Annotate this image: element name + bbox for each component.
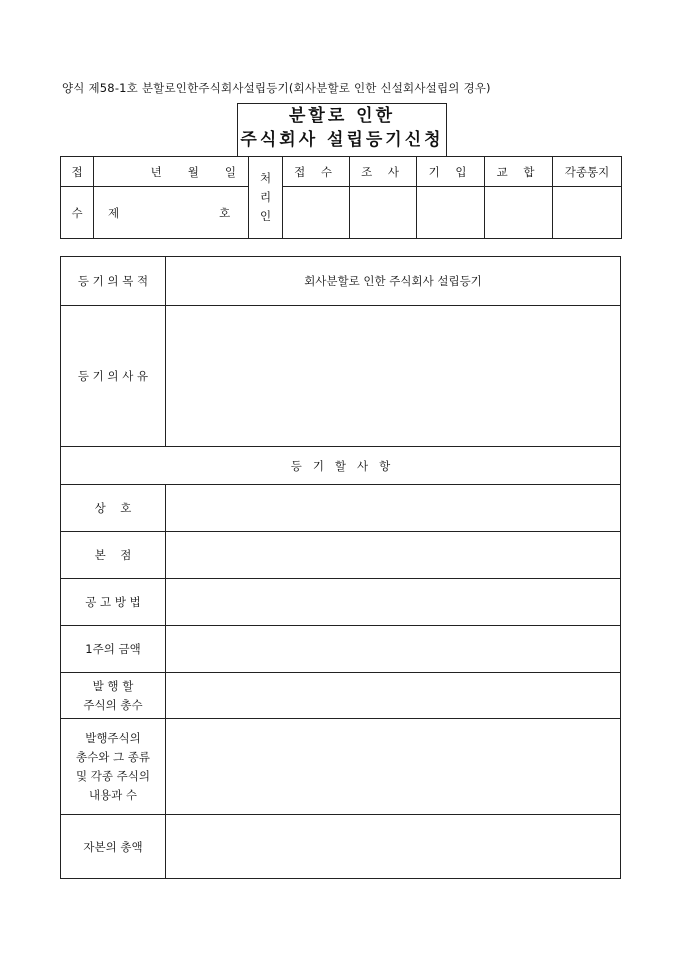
form-title [237,103,447,156]
section-header: 등 기 할 사 항 [61,447,621,485]
issued-shares-label: 발행주식의 총수와 그 종류 및 각종 주식의 내용과 수 [61,719,166,815]
par-value-field[interactable] [166,626,621,673]
reason-label: 등 기 의 사 유 [61,306,166,447]
trade-name-label: 상 호 [61,485,166,532]
authorized-shares-label: 발 행 할 주식의 총수 [61,673,166,719]
cell-josa[interactable] [350,187,417,239]
purpose-value: 회사분할로 인한 주식회사 설립등기 [166,257,621,306]
notice-method-label: 공 고 방 법 [61,579,166,626]
authorized-shares-field[interactable] [166,673,621,719]
head-office-field[interactable] [166,532,621,579]
title-line-1: 분할로 인한 [288,106,396,126]
process-label: 처 리 인 [249,157,283,239]
receipt-number[interactable] [94,187,249,239]
form-number-label: 양식 제58-1호 분할로인한주식회사설립등기(회사분할로 인한 신설회사설립의 경우) [62,81,491,95]
receipt-jeop-label: 접 [61,157,94,187]
cell-jeopsu[interactable] [283,187,350,239]
purpose-label: 등 기 의 목 적 [61,257,166,306]
col-josa: 조 사 [350,157,417,187]
number-prefix: 제 [108,205,120,220]
head-office-label: 본 점 [61,532,166,579]
application-table [60,256,621,879]
date-day-label: 일 [224,164,236,179]
col-gyohap: 교 합 [485,157,553,187]
title-line-2: 주식회사 설립등기신청 [240,130,444,150]
date-month-label: 월 [187,164,199,179]
trade-name-field[interactable] [166,485,621,532]
issued-shares-field[interactable] [166,719,621,815]
cell-gyohap[interactable] [485,187,553,239]
par-value-label: 1주의 금액 [61,626,166,673]
col-notices: 각종통지 [553,157,622,187]
receipt-table [60,156,622,239]
receipt-su-label: 수 [61,187,94,239]
receipt-date[interactable] [94,157,249,187]
cell-giip[interactable] [417,187,485,239]
cell-notices[interactable] [553,187,622,239]
date-year-label: 년 [150,164,162,179]
capital-field[interactable] [166,815,621,879]
col-giip: 기 입 [417,157,485,187]
notice-method-field[interactable] [166,579,621,626]
number-suffix: 호 [219,205,231,220]
reason-field[interactable] [166,306,621,447]
col-jeopsu: 접 수 [283,157,350,187]
capital-label: 자본의 총액 [61,815,166,879]
